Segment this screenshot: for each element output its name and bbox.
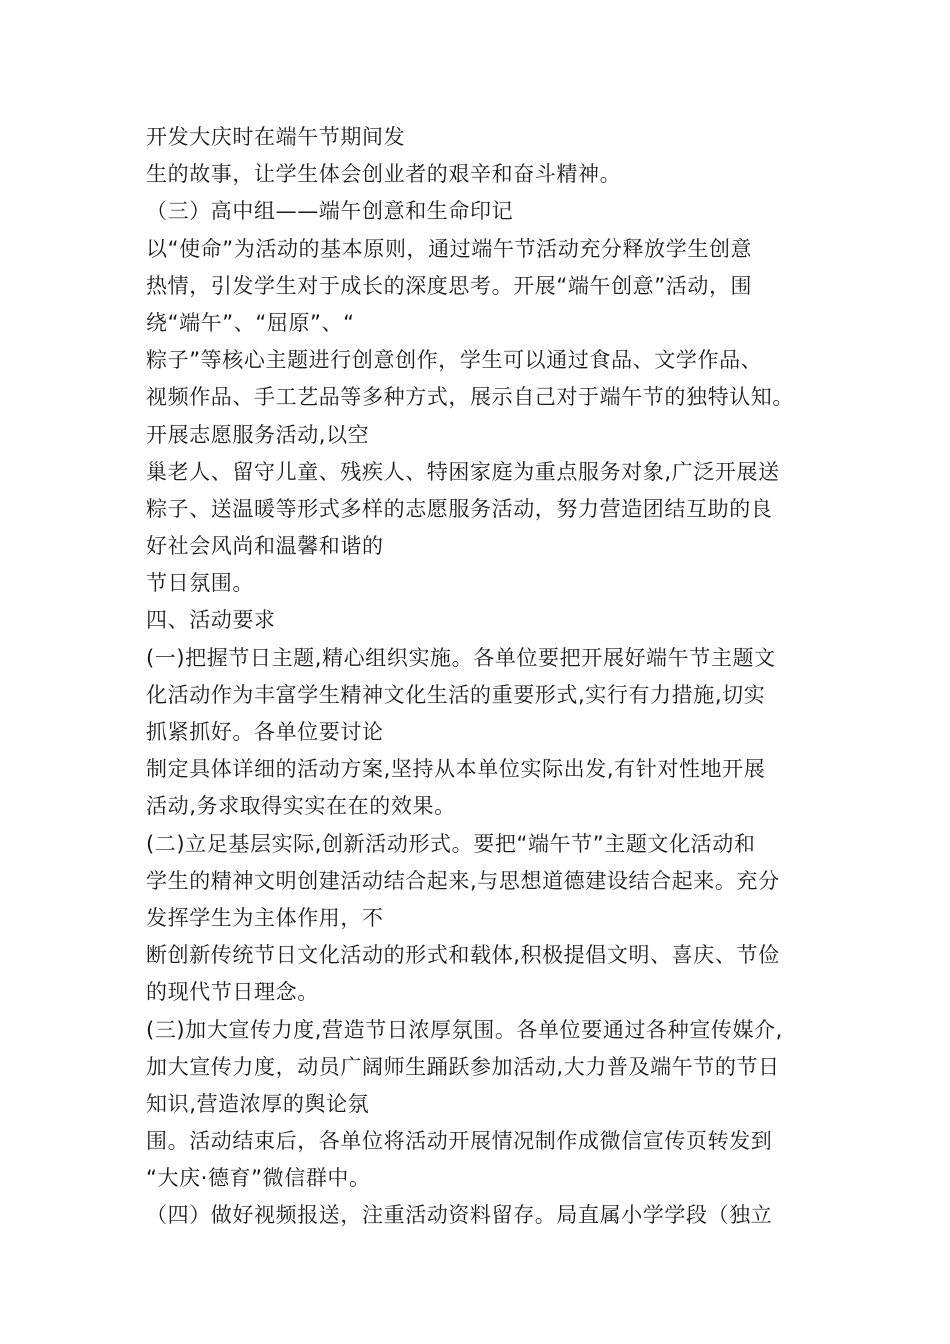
- text-line: 粽子、送温暖等形式多样的志愿服务活动，努力营造团结互助的良: [146, 496, 773, 521]
- text-line: 以“使命”为活动的基本原则，通过端午节活动充分释放学生创意: [146, 236, 753, 261]
- text-line: 围。活动结束后，各单位将活动开展情况制作成微信宣传页转发到: [146, 1129, 773, 1154]
- text-line: 活动,务求取得实实在在的效果。: [146, 794, 456, 819]
- text-line: 知识,营造浓厚的舆论氛: [146, 1091, 370, 1116]
- text-line: 抓紧抓好。各单位要讨论: [146, 720, 384, 744]
- text-line: 绕“端午”、“屈原”、“: [146, 310, 355, 335]
- text-line: 视频作品、手工艺品等多种方式，展示自己对于端午节的独特认知。: [146, 385, 794, 410]
- text-line: 断创新传统节日文化活动的形式和载体,积极提倡文明、喜庆、节俭: [146, 943, 780, 968]
- text-line: 制定具体详细的活动方案,坚持从本单位实际出发,有针对性地开展: [146, 757, 766, 782]
- text-line: 粽子”等核心主题进行创意创作，学生可以通过食品、文学作品、: [146, 348, 763, 373]
- text-line: 好社会风尚和温馨和谐的: [146, 534, 384, 559]
- text-line: 加大宣传力度，动员广阔师生踊跃参加活动,大力普及端午节的节日: [146, 1054, 780, 1079]
- text-line: 生的故事，让学生体会创业者的艰辛和奋斗精神。: [146, 162, 622, 187]
- text-line: 开展志愿服务活动,以空: [146, 422, 370, 447]
- text-line: (二)立足基层实际,创新活动形式。要把“端午节”主题文化活动和: [146, 831, 756, 856]
- text-line: 热情，引发学生对于成长的深度思考。开展“端午创意”活动，围: [146, 273, 753, 298]
- text-line: 开发大庆时在端午节期间发: [146, 125, 406, 149]
- section-heading: 四、活动要求: [146, 608, 276, 633]
- text-line: 学生的精神文明创建活动结合起来,与思想道德建设结合起来。充分: [146, 868, 780, 893]
- text-line: （四）做好视频报送，注重活动资料留存。局直属小学学段（独立: [146, 1203, 773, 1228]
- text-line: 节日氛围。: [146, 571, 254, 596]
- text-line: (三)加大宣传力度,营造节日浓厚氛围。各单位要通过各种宣传媒介,: [146, 1017, 783, 1042]
- text-line: 化活动作为丰富学生精神文化生活的重要形式,实行有力措施,切实: [146, 682, 766, 707]
- text-line: (一)把握节日主题,精心组织实施。各单位要把开展好端午节主题文: [146, 645, 776, 670]
- text-line: 的现代节日理念。: [146, 980, 319, 1005]
- document-body: [146, 119, 836, 1235]
- text-line: 巢老人、留守儿童、残疾人、特困家庭为重点服务对象,广泛开展送: [146, 459, 780, 484]
- section-heading: （三）高中组——端午创意和生命印记: [146, 199, 514, 224]
- text-line: 发挥学生为主体作用，不: [146, 905, 384, 930]
- text-line: “大庆·德育”微信群中。: [146, 1166, 371, 1191]
